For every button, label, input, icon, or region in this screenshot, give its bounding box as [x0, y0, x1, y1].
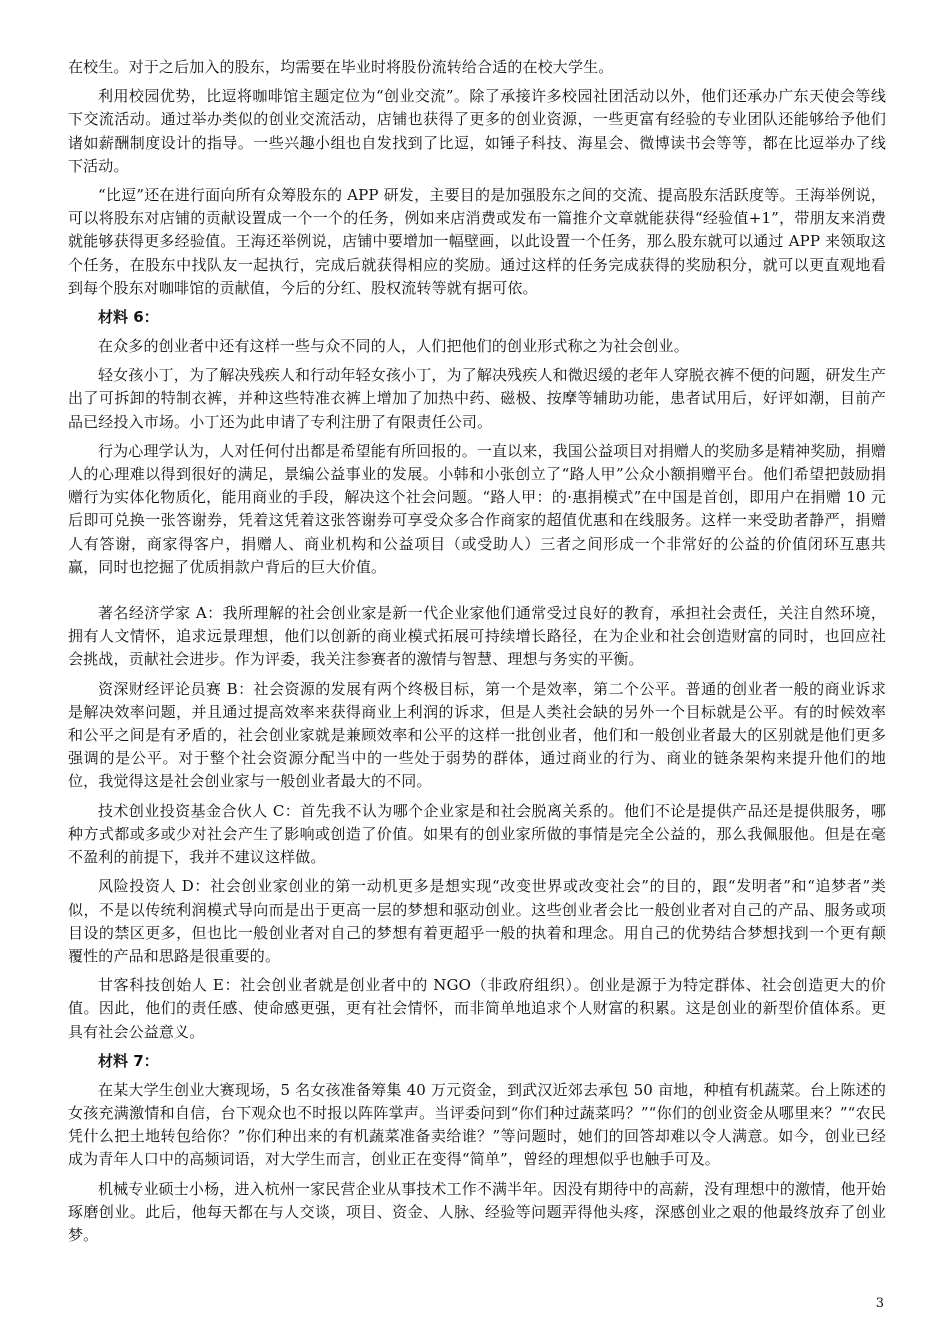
paragraph-xiaoding: 轻女孩小丁，为了解决残疾人和行动年轻女孩小丁，为了解决残疾人和微迟缓的老年人穿脱衣裤不便的问题，研发生产出了可拆卸的特制衣裤，并种这些特准衣裤上增加了加热中药、磁极、按摩等辅助功能，患者试用后，好评如潮，目前产品已经投入市场。小丁还为此申请了专利注册了有限责任公司。	[68, 366, 886, 431]
paragraph-founder-e: 甘客科技创始人 E：社会创业者就是创业者中的 NGO（非政府组织）。创业是源于为特定群体、社会创造更大的价值。因此，他们的责任感、使命感更强，更有社会情怀，而非简单地追求个人财富的积累。这是创业的新型价值体系。更具有社会公益意义。	[68, 976, 886, 1041]
paragraph-campus-advantage: 利用校园优势，比逗将咖啡馆主题定位为“创业交流”。除了承接许多校园社团活动以外，他们还承办广东天使会等线下交流活动。通过举办类似的创业交流活动，店铺也获得了更多的创业资源，一些更富有经验的专业团队还能够给予他们诸如薪酬制度设计的指导。一些兴趣小组也自发找到了比逗，如锤子科技、海星会、微博读书会等等，都在比逗举办了线下活动。	[68, 87, 886, 175]
section-heading-material-7: 材料 7：	[98, 1051, 159, 1070]
page-number: 3	[875, 1296, 884, 1311]
document-page	[68, 56, 886, 1253]
paragraph-xiaoyang: 机械专业硕士小杨，进入杭州一家民营企业从事技术工作不满半年。因没有期待中的高薪，没有理想中的激情，他开始琢磨创业。此后，他每天都在与人交谈，项目、资金、人脉、经验等问题弄得他头疼，深感创业之艰的他最终放弃了创业梦。	[68, 1179, 886, 1244]
section-heading-material-6: 材料 6：	[98, 308, 159, 327]
paragraph-social-entrepreneurship-intro: 在众多的创业者中还有这样一些与众不同的人，人们把他们的创业形式称之为社会创业。	[98, 337, 689, 356]
paragraph-continuation: 在校生。对于之后加入的股东，均需要在毕业时将股份流转给合适的在校大学生。	[68, 58, 614, 76]
paragraph-competition: 在某大学生创业大赛现场，5 名女孩准备筹集 40 万元资金，到武汉近郊去承包 50 亩地，种植有机蔬菜。台上陈述的女孩充满激情和自信，台下观众也不时报以阵阵掌声。当评委问到“你们种过蔬菜吗？”“你们的创业资金从哪里来？”“农民凭什么把土地转包给你？”你们种出来的有机蔬菜准备卖给谁？”等问题时，她们的回答却难以令人满意。如今，创业已经成为青年人口中的高频词语，对大学生而言，创业正在变得“简单”，曾经的理想似乎也触手可及。	[68, 1080, 886, 1169]
paragraph-economist-a: 著名经济学家 A：我所理解的社会创业家是新一代企业家他们通常受过良好的教育，承担社会责任，关注自然环境，拥有人文情怀，追求远景理想，他们以创新的商业模式拓展可持续增长路径，在为企业和社会创造财富的同时，也回应社会挑战，贡献社会进步。作为评委，我关注参赛者的激情与智慧、理想与务实的平衡。	[68, 604, 886, 669]
paragraph-commentator-b: 资深财经评论员赛 B：社会资源的发展有两个终极目标，第一个是效率，第二个公平。普通的创业者一般的商业诉求是解决效率问题，并且通过提高效率来获得商业上利润的诉求，但是人类社会缺的另外一个目标就是公平。有的时候效率和公平之间是有矛盾的，社会创业家就是兼顾效率和公平的这样一批创业者，他们和一般创业者最大的区别就是他们更多强调的是公平。对于整个社会资源分配当中的一些处于弱势的群体，通过商业的行为、商业的链条架构来提升他们的地位，我觉得这是社会创业家与一般创业者最大的不同。	[68, 679, 886, 791]
paragraph-app-development: “比逗”还在进行面向所有众筹股东的 APP 研发，主要目的是加强股东之间的交流、提高股东活跃度等。王海举例说，可以将股东对店铺的贡献设置成一个一个的任务，例如来店消费或发布一篇推介文章就能获得“经验值+1”，带朋友来消费就能够获得更多经验值。王海还举例说，店铺中要增加一幅壁画，以此设置一个任务，那么股东就可以通过 APP 来领取这个任务，在股东中找队友一起执行，完成后就获得相应的奖励。通过这样的任务完成获得的奖励积分，就可以更直观地看到每个股东对咖啡馆的贡献值，今后的分红、股权流转等就有据可依。	[68, 186, 886, 297]
spacer	[68, 585, 886, 602]
paragraph-partner-c: 技术创业投资基金合伙人 C：首先我不认为哪个企业家是和社会脱离关系的。他们不论是提供产品还是提供服务，哪种方式都或多或少对社会产生了影响或创造了价值。如果有的创业家所做的事情是完全公益的，那么我佩服他。但是在毫不盈利的前提下，我并不建议这样做。	[68, 801, 886, 867]
paragraph-investor-d: 风险投资人 D：社会创业家创业的第一动机更多是想实现“改变世界或改变社会”的目的，跟“发明者”和“追梦者”类似，不是以传统利润模式导向而是出于更高一层的梦想和驱动创业。这些创业者会比一般创业者对自己的产品、服务或项目设的禁区更多，但也比一般创业者对自己的梦想有着更超乎一般的执着和理念。用自己的优势结合梦想找到一个更有颠覆性的产品和思路是很重要的。	[68, 877, 886, 965]
paragraph-lurenjia: 行为心理学认为，人对任何付出都是希望能有所回报的。一直以来，我国公益项目对捐赠人的奖励多是精神奖励，捐赠人的心理难以得到很好的满足，景编公益事业的发展。小韩和小张创立了“路人甲”公众小额捐赠平台。他们希望把鼓励捐赠行为实体化物质化，能用商业的手段，解决这个社会问题。“路人甲：的·惠捐模式”在中国是首创，即用户在捐赠 10 元后即可兑换一张答谢券，凭着这凭着这张答谢券可享受众多合作商家的超值优惠和在线服务。这样一来受助者静严，捐赠人有答谢，商家得客户，捐赠人、商业机构和公益项目（或受助人）三者之间形成一个非常好的公益的价值闭环互惠共赢，同时也挖掘了优质捐款户背后的巨大价值。	[68, 441, 886, 576]
